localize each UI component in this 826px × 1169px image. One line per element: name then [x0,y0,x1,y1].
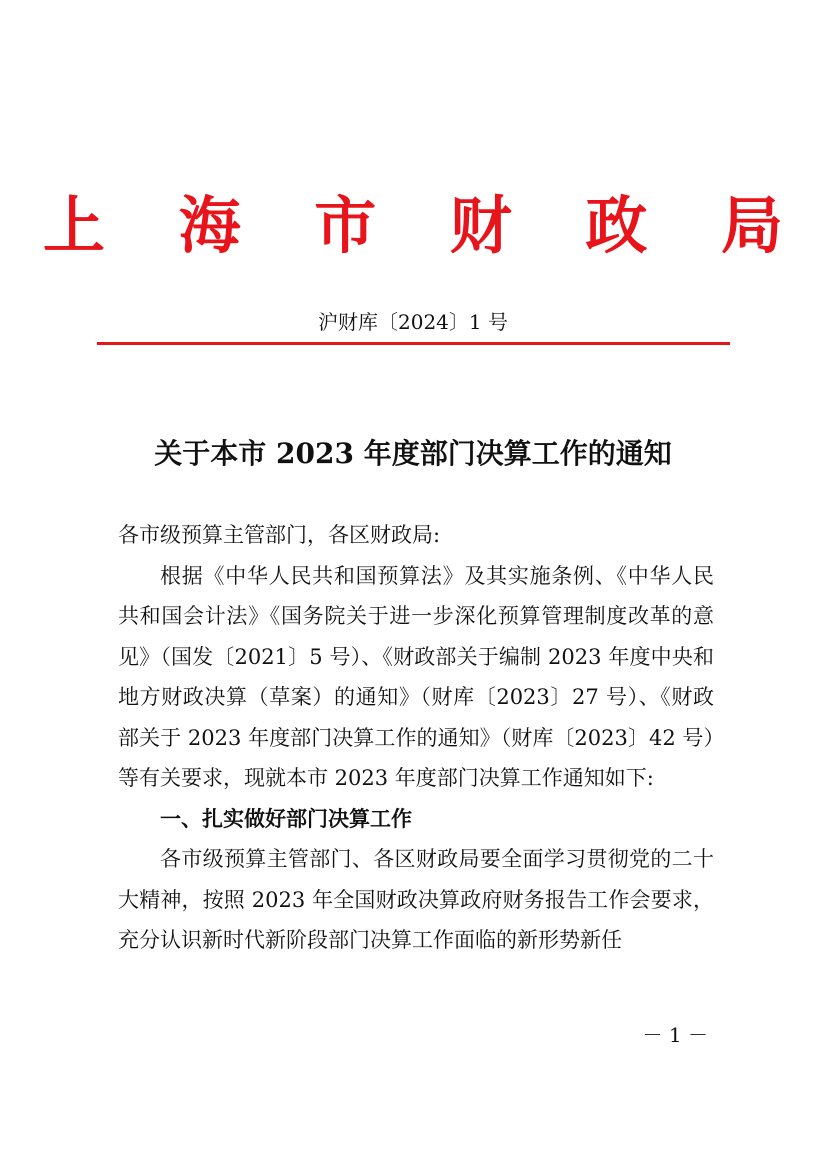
paragraph-2: 各市级预算主管部门、各区财政局要全面学习贯彻党的二十大精神，按照 2023 年全国财政决算政府财务报告工作会要求，充分认识新时代新阶段部门决算工作面临的新形势新任 [118,847,714,952]
page-number: － 1 － [642,1023,708,1047]
document-title: 关于本市 2023 年度部门决算工作的通知 [154,437,672,470]
document-body [118,515,714,961]
paragraph-1: 根据《中华人民共和国预算法》及其实施条例、《中华人民共和国会计法》《国务院关于进一步深化预算管理制度改革的意见》（国发〔2021〕5 号）、《财政部关于编制 2023 年度中央和地方财政决算（草案）的通知》（财库〔2023〕27 号）、《财政部关于 2023 年度部门决算工作的通知》（财库〔2023〕42 号）等有关要求，现就本市 2023 年度部门决算工作通知如下: [118,563,714,790]
document-number: 沪财库〔2024〕1 号 [318,310,508,334]
issuer-name: 上 海 市 财 政 局 [43,189,809,262]
section-heading-1: 一、扎实做好部门决算工作 [160,806,412,831]
salutation: 各市级预算主管部门，各区财政局: [118,523,441,547]
red-divider-line [97,342,730,345]
